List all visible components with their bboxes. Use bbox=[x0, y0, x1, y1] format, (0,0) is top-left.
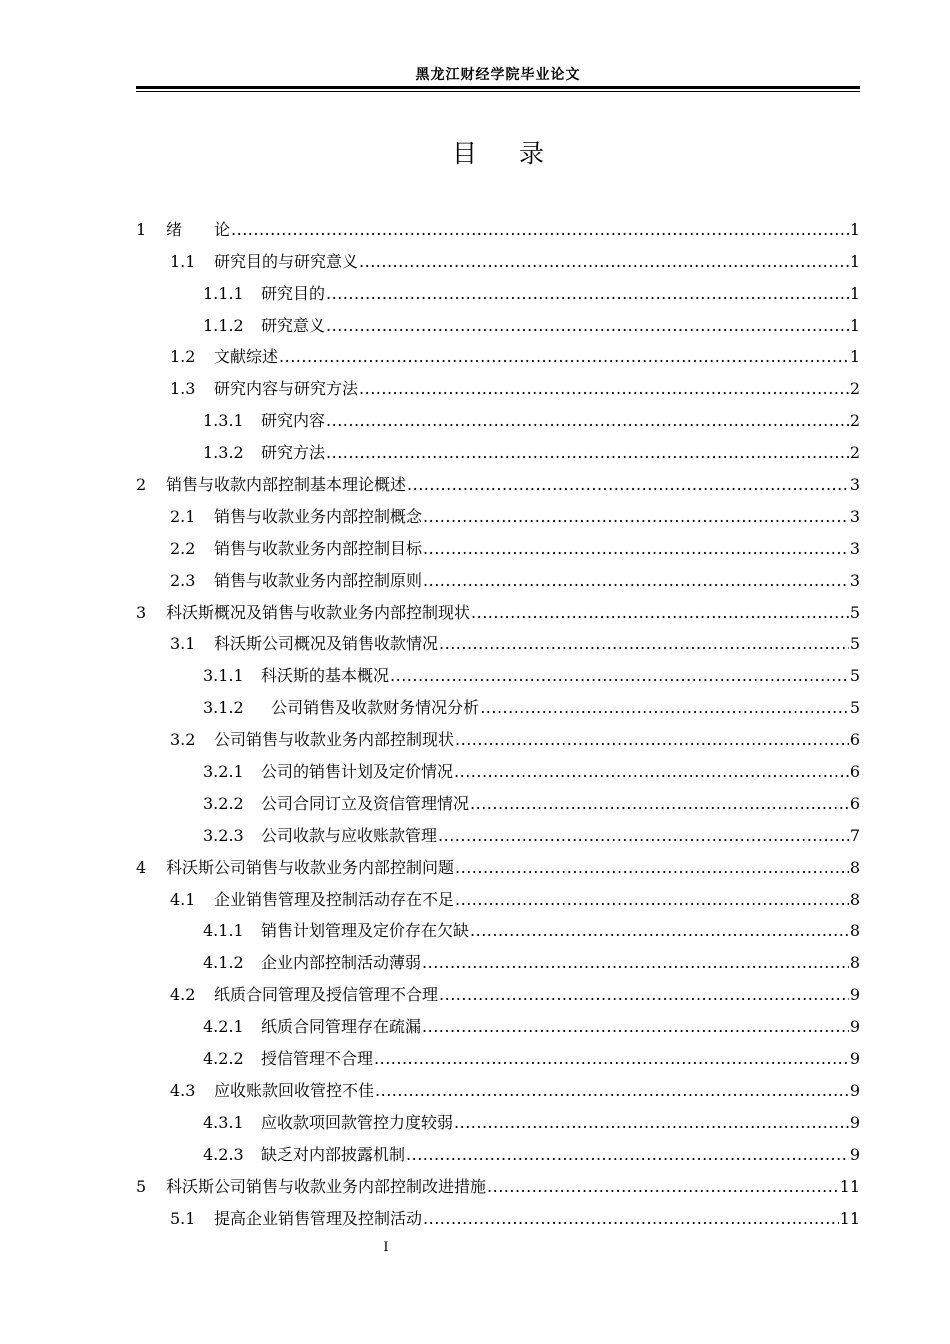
toc-entry-title: 公司收款与应收账款管理 bbox=[261, 825, 438, 845]
toc-entry-title: 研究方法 bbox=[261, 443, 326, 463]
toc-entry-title: 文献综述 bbox=[214, 347, 279, 367]
toc-entry-title: 公司销售与收款业务内部控制现状 bbox=[214, 730, 455, 750]
toc-entry[interactable] bbox=[136, 941, 860, 973]
toc-entry-number: 2.2 bbox=[170, 538, 196, 558]
toc-entry-title: 缺乏对内部披露机制 bbox=[261, 1144, 406, 1164]
toc-leader-dots bbox=[359, 379, 849, 399]
toc-entry-number: 3.2 bbox=[170, 730, 196, 750]
page-number: I bbox=[383, 1240, 389, 1255]
toc-entry-title: 研究目的 bbox=[261, 283, 326, 303]
toc-entry[interactable] bbox=[136, 1101, 860, 1133]
toc-entry-number: 1.3.2 bbox=[203, 443, 244, 463]
toc-entry[interactable] bbox=[136, 718, 860, 750]
toc-entry[interactable] bbox=[136, 878, 860, 910]
toc-entry-number: 2.3 bbox=[170, 570, 196, 590]
toc-entry-number: 1.3.1 bbox=[203, 411, 244, 431]
toc-entry-page: 9 bbox=[849, 1049, 860, 1069]
toc-entry-page: 6 bbox=[849, 762, 860, 782]
toc-entry[interactable] bbox=[136, 750, 860, 782]
toc-entry-page: 2 bbox=[849, 379, 860, 399]
toc-leader-dots bbox=[470, 794, 849, 814]
toc-entry-title: 销售与收款业务内部控制概念 bbox=[214, 506, 423, 526]
toc-entry[interactable] bbox=[136, 336, 860, 368]
toc-leader-dots bbox=[480, 698, 849, 718]
toc-leader-dots bbox=[374, 1049, 849, 1069]
toc-entry-page: 2 bbox=[849, 411, 860, 431]
toc-entry-title: 公司的销售计划及定价情况 bbox=[261, 762, 454, 782]
toc-entry-number: 3.2.3 bbox=[203, 825, 244, 845]
toc-entry-page: 3 bbox=[849, 570, 860, 590]
toc-leader-dots bbox=[375, 1081, 849, 1101]
toc-entry-number: 4.1 bbox=[170, 889, 196, 909]
toc-entry-title: 研究内容 bbox=[261, 411, 326, 431]
toc-entry-page: 5 bbox=[849, 666, 860, 686]
toc-entry-number: 4.2.1 bbox=[203, 1017, 244, 1037]
toc-leader-dots bbox=[455, 858, 849, 878]
toc-entry-title: 销售与收款业务内部控制原则 bbox=[214, 570, 423, 590]
toc-entry-number: 3.2.2 bbox=[203, 793, 244, 813]
toc-entry-number: 4 bbox=[136, 857, 147, 877]
toc-leader-dots bbox=[487, 1177, 839, 1197]
toc-entry[interactable] bbox=[136, 846, 860, 878]
toc-entry-number: 1.1.1 bbox=[203, 283, 244, 303]
toc-entry-number: 4.1.1 bbox=[203, 921, 244, 941]
toc-entry-number: 4.3.1 bbox=[203, 1112, 244, 1132]
toc-leader-dots bbox=[455, 890, 849, 910]
toc-entry-title: 绪 论 bbox=[166, 219, 231, 239]
running-header: 黑龙江财经学院毕业论文 bbox=[415, 67, 581, 83]
toc-leader-dots bbox=[439, 985, 849, 1005]
toc-entry-number: 4.1.2 bbox=[203, 953, 244, 973]
toc-leader-dots bbox=[423, 571, 849, 591]
toc-entry-page: 5 bbox=[849, 602, 860, 622]
toc-leader-dots bbox=[470, 921, 849, 941]
toc-entry-title: 研究意义 bbox=[261, 315, 326, 335]
toc-entry-number: 3 bbox=[136, 602, 147, 622]
toc-entry-title: 科沃斯公司销售与收款业务内部控制问题 bbox=[166, 857, 455, 877]
toc-entry[interactable] bbox=[136, 367, 860, 399]
toc-entry-number: 3.1 bbox=[170, 634, 196, 654]
toc-entry-number: 5 bbox=[136, 1176, 147, 1196]
toc-entry-number: 3.1.1 bbox=[203, 666, 244, 686]
toc-entry[interactable] bbox=[136, 559, 860, 591]
toc-entry-title: 销售与收款内部控制基本理论概述 bbox=[166, 475, 407, 495]
toc-entry-page: 6 bbox=[849, 793, 860, 813]
toc-entry[interactable] bbox=[136, 272, 860, 304]
toc-entry[interactable] bbox=[136, 495, 860, 527]
toc-entry-title: 公司合同订立及资信管理情况 bbox=[261, 793, 470, 813]
toc-entry-number: 5.1 bbox=[170, 1208, 196, 1228]
toc-entry[interactable] bbox=[136, 814, 860, 846]
toc-entry[interactable] bbox=[136, 591, 860, 623]
toc-entry-number: 2.1 bbox=[170, 506, 196, 526]
toc-entry-number: 4.2.3 bbox=[203, 1144, 244, 1164]
toc-entry-number: 1.1 bbox=[170, 251, 196, 271]
toc-leader-dots bbox=[326, 316, 849, 336]
toc-entry[interactable] bbox=[136, 304, 860, 336]
toc-entry-page: 9 bbox=[849, 1112, 860, 1132]
toc-entry-number: 4.2.2 bbox=[203, 1049, 244, 1069]
toc-entry-title: 科沃斯公司销售与收款业务内部控制改进措施 bbox=[166, 1176, 487, 1196]
toc-entry-page: 3 bbox=[849, 538, 860, 558]
toc-entry[interactable] bbox=[136, 782, 860, 814]
toc-entry-title: 纸质合同管理及授信管理不合理 bbox=[214, 985, 439, 1005]
toc-entry[interactable] bbox=[136, 1037, 860, 1069]
toc-entry-number: 1 bbox=[136, 219, 147, 239]
toc-leader-dots bbox=[326, 284, 849, 304]
toc-leader-dots bbox=[423, 507, 849, 527]
table-of-contents bbox=[136, 208, 860, 1229]
toc-entry-page: 1 bbox=[849, 251, 860, 271]
toc-leader-dots bbox=[422, 953, 849, 973]
toc-entry-title: 提高企业销售管理及控制活动 bbox=[214, 1208, 423, 1228]
toc-entry-page: 1 bbox=[849, 219, 860, 239]
toc-entry-page: 1 bbox=[849, 315, 860, 335]
toc-entry-page: 11 bbox=[839, 1208, 860, 1228]
toc-entry[interactable] bbox=[136, 973, 860, 1005]
toc-entry-title: 销售与收款业务内部控制目标 bbox=[214, 538, 423, 558]
toc-entry-title: 纸质合同管理存在疏漏 bbox=[261, 1017, 422, 1037]
toc-entry-number: 1.3 bbox=[170, 379, 196, 399]
toc-leader-dots bbox=[454, 762, 849, 782]
toc-entry[interactable] bbox=[136, 910, 860, 942]
toc-entry-number: 3.2.1 bbox=[203, 762, 244, 782]
toc-leader-dots bbox=[231, 220, 849, 240]
toc-entry-title: 科沃斯的基本概况 bbox=[261, 666, 390, 686]
toc-entry-number: 1.1.2 bbox=[203, 315, 244, 335]
toc-entry-number: 2 bbox=[136, 475, 147, 495]
toc-entry-number: 4.3 bbox=[170, 1080, 196, 1100]
toc-entry-page: 7 bbox=[849, 825, 860, 845]
toc-entry-page: 8 bbox=[849, 857, 860, 877]
toc-leader-dots bbox=[279, 347, 849, 367]
toc-entry[interactable] bbox=[136, 1165, 860, 1197]
toc-leader-dots bbox=[423, 539, 849, 559]
toc-entry-page: 11 bbox=[839, 1176, 860, 1196]
toc-entry-title: 企业销售管理及控制活动存在不足 bbox=[214, 889, 455, 909]
toc-entry[interactable] bbox=[136, 1005, 860, 1037]
toc-entry-title: 授信管理不合理 bbox=[261, 1049, 374, 1069]
toc-entry[interactable] bbox=[136, 208, 860, 240]
toc-entry-page: 9 bbox=[849, 1017, 860, 1037]
toc-entry-page: 8 bbox=[849, 889, 860, 909]
toc-title: 目录 bbox=[451, 139, 586, 168]
toc-leader-dots bbox=[438, 826, 849, 846]
toc-entry-page: 9 bbox=[849, 1080, 860, 1100]
toc-entry-page: 3 bbox=[849, 475, 860, 495]
toc-leader-dots bbox=[326, 411, 849, 431]
toc-entry-number: 1.2 bbox=[170, 347, 196, 367]
header-rule-thick bbox=[136, 86, 860, 89]
toc-leader-dots bbox=[390, 666, 849, 686]
toc-leader-dots bbox=[454, 1113, 849, 1133]
toc-entry-title: 科沃斯公司概况及销售收款情况 bbox=[214, 634, 439, 654]
toc-leader-dots bbox=[422, 1017, 849, 1037]
toc-entry[interactable] bbox=[136, 399, 860, 431]
toc-entry[interactable] bbox=[136, 240, 860, 272]
toc-entry[interactable] bbox=[136, 654, 860, 686]
toc-entry-page: 8 bbox=[849, 921, 860, 941]
toc-entry[interactable] bbox=[136, 1197, 860, 1229]
toc-entry-title: 应收账款回收管控不佳 bbox=[214, 1080, 375, 1100]
toc-leader-dots bbox=[407, 475, 849, 495]
toc-leader-dots bbox=[406, 1145, 849, 1165]
toc-entry[interactable] bbox=[136, 463, 860, 495]
toc-entry-title: 科沃斯概况及销售与收款业务内部控制现状 bbox=[166, 602, 471, 622]
toc-entry-page: 5 bbox=[849, 634, 860, 654]
toc-entry-number: 3.1.2 bbox=[203, 698, 244, 718]
toc-entry-title: 销售计划管理及定价存在欠缺 bbox=[261, 921, 470, 941]
toc-entry[interactable] bbox=[136, 431, 860, 463]
toc-entry-page: 8 bbox=[849, 953, 860, 973]
toc-entry-page: 5 bbox=[849, 698, 860, 718]
toc-leader-dots bbox=[471, 603, 849, 623]
toc-entry-title: 应收款项回款管控力度较弱 bbox=[261, 1112, 454, 1132]
toc-leader-dots bbox=[359, 252, 849, 272]
toc-entry-page: 9 bbox=[849, 985, 860, 1005]
toc-leader-dots bbox=[326, 443, 849, 463]
toc-entry-page: 3 bbox=[849, 506, 860, 526]
toc-entry-title: 公司销售及收款财务情况分析 bbox=[261, 698, 480, 718]
toc-entry-page: 1 bbox=[849, 283, 860, 303]
toc-entry-page: 6 bbox=[849, 730, 860, 750]
toc-entry-title: 研究内容与研究方法 bbox=[214, 379, 359, 399]
toc-leader-dots bbox=[439, 634, 849, 654]
toc-entry-page: 2 bbox=[849, 443, 860, 463]
header-rule-thin bbox=[136, 91, 860, 92]
toc-entry-title: 企业内部控制活动薄弱 bbox=[261, 953, 422, 973]
toc-leader-dots bbox=[423, 1209, 839, 1229]
toc-entry[interactable] bbox=[136, 527, 860, 559]
toc-entry-page: 1 bbox=[849, 347, 860, 367]
toc-leader-dots bbox=[455, 730, 849, 750]
toc-entry-page: 9 bbox=[849, 1144, 860, 1164]
toc-entry[interactable] bbox=[136, 1133, 860, 1165]
toc-entry-number: 4.2 bbox=[170, 985, 196, 1005]
toc-entry[interactable] bbox=[136, 1069, 860, 1101]
toc-entry[interactable] bbox=[136, 623, 860, 655]
toc-entry[interactable] bbox=[136, 686, 860, 718]
toc-entry-title: 研究目的与研究意义 bbox=[214, 251, 359, 271]
